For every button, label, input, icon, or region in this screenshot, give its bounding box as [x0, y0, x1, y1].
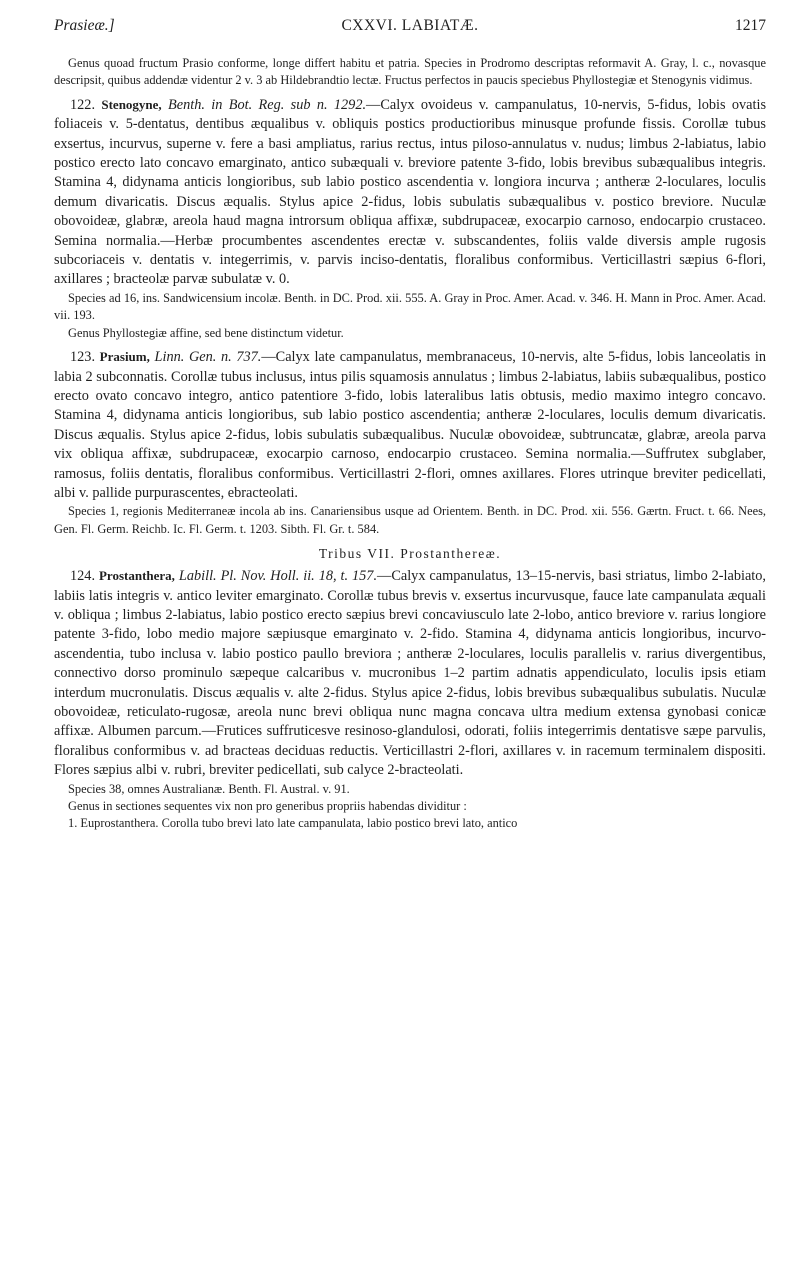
- genus-124-note-section-1: 1. Euprostanthera. Corolla tubo brevi lato late campanulata, labio postico brevi lato, antico: [68, 816, 518, 831]
- genus-123-authority: Linn. Gen. n. 737.: [154, 349, 262, 366]
- genus-124-note-sections: Genus in sectiones sequentes vix non pro generibus propriis habendas dividitur :: [68, 799, 467, 814]
- genus-122-note-species: Species ad 16, ins. Sandwicensium incolæ. Benth. in DC. Prod. xii. 555. A. Gray in Proc. Amer. Acad. v. 346. H. Mann in Proc. Amer. Acad. vii. 193.: [54, 290, 766, 323]
- genus-124-authority: Labill. Pl. Nov. Holl. ii. 18, t. 157.: [178, 568, 378, 585]
- genus-124-description: [54, 566, 766, 780]
- genus-122-description: [54, 95, 766, 290]
- header-section-label: Prasieæ.]: [54, 17, 115, 34]
- page-body: [54, 55, 766, 833]
- genus-122-authority: Benth. in Bot. Reg. sub n. 1292.: [168, 96, 367, 113]
- genus-124-note-species: Species 38, omnes Australianæ. Benth. Fl. Austral. v. 91.: [68, 781, 350, 796]
- header-family-title: CXXVI. LABIATÆ.: [341, 17, 479, 34]
- genus-124-name: Prostanthera,: [98, 568, 175, 584]
- genus-123-text: —Calyx late campanulatus, membranaceus, 10-nervis, alte 5-fidus, lobis lanceolatis in labia 2 subconnatis. Corollæ tubus inclusus, intus pilis squamosis annulatus ; limbus 2-labiatus, labiis subæqualibus, postico erecto ovato concavo integro, antico patentiore 3-fido, lobis lateralibus latis obtusis, medio maximo integro concavo. Stamina 4, didynama anticis longioribus, sub labio postico ascendentia; antheræ 2-loculares, loculis demum divaricatis. Discus æqualis. Stylus apice 2-fidus, lobis subulatis subæqualibus. Nuculæ obovoideæ, subtruncatæ, glabræ, areola parva vix obliqua affixæ, subdrupaceæ, exocarpio carnoso, endocarpio crustaceo. Semina normalia.—Suffrutex subglaber, ramosus, foliis dentatis, floralibus conformibus. Verticillastri 2-flori, omnes axillares. Flores utrinque breviter pedicellati, albi v. pallide purpurascentes, ebracteolati.: [54, 349, 766, 501]
- genus-123-number: 123.: [70, 349, 96, 366]
- tribe-heading: Tribus VII. Prostanthereæ.: [318, 546, 502, 562]
- intro-paragraph: Genus quoad fructum Prasio conforme, longe differt habitu et patria. Species in Prodromo descriptas reformavit A. Gray, l. c., novasque descripsit, quibus addendæ videntur 2 v. 3 ab Hildebrandtio lectæ. Fructus perfectos in paucis speciebus Phyllostegiæ et Stenogynis vidimus.: [54, 56, 766, 88]
- genus-122-name: Stenogyne,: [101, 96, 162, 112]
- genus-124-number: 124.: [70, 568, 96, 585]
- genus-122-number: 122.: [70, 96, 96, 113]
- genus-122-text: —Calyx ovoideus v. campanulatus, 10-nervis, 5-fidus, lobis ovatis foliaceis v. 5-dentatus, dentibus æqualibus v. obliquis postics productioribus minusque profunde fissis. Corollæ tubus exsertus, incurvus, superne v. fere a basi ampliatus, rarius rectus, intus piloso-annulatus v. nudus; limbus 2-labiatus, labio postico erecto lato concavo emarginato, antico subæquali v. breviore patente 3-fido, lobis brevibus subæqualibus integris. Stamina 4, didynama anticis longioribus, sub labio postico ascendentia v. longiora incurva ; antheræ 2-loculares, loculis demum divaricatis. Discus æqualis. Stylus apice 2-fidus, lobis subulatis subæqualibus v. postico breviore. Nuculæ obovoideæ, glabræ, areola haud magna introrsum obliqua affixæ, subdrupaceæ, exocarpio carnoso, endocarpio crustaceo. Semina normalia.—Herbæ procumbentes ascendentes erectæ v. subscandentes, foliis valde diversis ample rugosis subcoriaceis v. dentatis v. integerrimis, v. parvis inciso-dentatis, floralibus conformibus. Verticillastri sæpius 6-flori, axillares ; bracteolæ parvæ subulatæ v. 0.: [54, 96, 767, 288]
- genus-123-name: Prasium,: [99, 349, 150, 365]
- genus-123-description: [54, 347, 766, 503]
- running-header: [54, 17, 766, 39]
- header-page-number: 1217: [735, 17, 766, 34]
- genus-124-text: —Calyx campanulatus, 13–15-nervis, basi striatus, limbo 2-labiato, labiis latis integris v. antico leviter emarginato. Corollæ tubus brevis v. exsertus incurvusque, fauce late campanulata æquali v. obliqua ; limbus 2-labiatus, labio postico erecto sæpius brevi concaviusculo late 2-lobo, antico breviore v. rarius longiore patente 3-fido, lobo medio majore sæpiusque emarginato v. 2-fido. Stamina 4, didynama anticis longioribus, incurvo-ascendentia, tubo inclusa v. labio postico paullo breviora ; antheræ 2-loculares, loculis parallelis v. rarius divergentibus, connectivo dorso prominulo sæpeque calcaribus v. mucronibus 1–2 partim adnatis appendiculato, loculis ipsis etiam interdum mucronulatis. Discus æqualis v. alte 2-fidus. Stylus apice 2-fidus, lobis brevibus subæqualibus subulatis. Nuculæ obovoideæ, reticulato-rugosæ, areola nunc brevi obliqua nunc magna concava ultra medium extensa gynobasi conicæ affixæ. Albumen parcum.—Frutices suffruticesve resinoso-glandulosi, odorati, foliis integerrimis dentatisve sæpe parvulis, floralibus conformibus v. ad bracteas deciduas reductis. Verticillastri 2-flori, axillares v. in racemum terminalem dispositi. Flores sæpius albi v. rubri, breviter pedicellati, sub calyce 2-bracteolati.: [54, 568, 767, 779]
- genus-122-note-affinity: Genus Phyllostegiæ affine, sed bene distinctum videtur.: [68, 325, 344, 340]
- genus-123-note-species: Species 1, regionis Mediterraneæ incola ab ins. Canariensibus usque ad Orientem. Benth. in DC. Prod. xii. 556. Gærtn. Fruct. t. 66. Nees, Gen. Fl. Germ. Reichb. Ic. Fl. Germ. t. 1203. Sibth. Fl. Gr. t. 584.: [54, 504, 766, 536]
